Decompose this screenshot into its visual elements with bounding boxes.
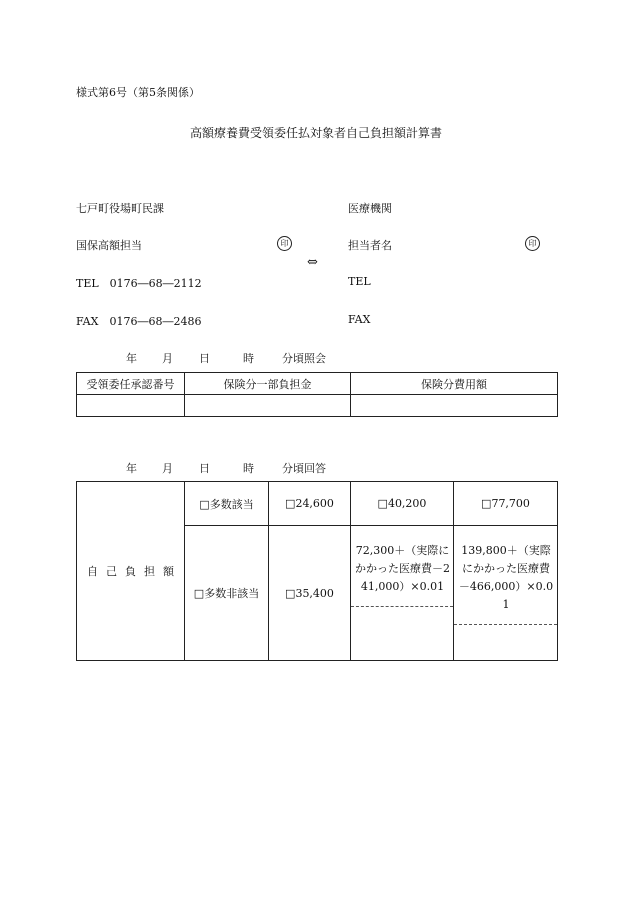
header-approval-number: 受領委任承認番号 (77, 373, 185, 395)
inquiry-year: 年 (126, 352, 137, 365)
answer-table (76, 481, 558, 661)
exchange-arrow-icon: ⇔ (307, 255, 318, 270)
right-person: 担当者名 (348, 239, 392, 252)
formula-text-2: 139,800＋（実際にかかった医療費－466,000）×0.01 (458, 544, 554, 611)
seal-stamp-icon: 印 (277, 236, 292, 251)
cost-cell[interactable] (351, 395, 558, 417)
copayment-cell[interactable] (185, 395, 351, 417)
amount-35400-checkbox[interactable]: □35,400 (269, 526, 351, 661)
amount-24600-checkbox[interactable]: □24,600 (269, 482, 351, 526)
inquiry-suffix: 分頃照会 (282, 352, 326, 365)
dashed-divider (454, 624, 557, 626)
page-title: 高額療養費受領委任払対象者自己負担額計算書 (190, 126, 443, 140)
header-cost: 保険分費用額 (351, 373, 558, 395)
table-row (77, 395, 558, 417)
amount-77700-checkbox[interactable]: □77,700 (454, 482, 558, 526)
left-office: 七戸町役場町民課 (76, 202, 164, 215)
left-person: 国保高額担当 (76, 239, 142, 252)
left-tel: TEL 0176―68―2112 (76, 277, 202, 290)
inquiry-month: 月 (162, 352, 173, 365)
left-fax: FAX 0176―68―2486 (76, 315, 202, 328)
approval-number-cell[interactable] (77, 395, 185, 417)
amount-40200-checkbox[interactable]: □40,200 (351, 482, 454, 526)
right-fax: FAX (348, 313, 371, 326)
answer-year: 年 (126, 462, 137, 475)
answer-day: 日 (199, 462, 210, 475)
multiple-applicable-checkbox[interactable]: □多数該当 (185, 482, 269, 526)
self-pay-label: 自 己 負 担 額 (77, 482, 185, 661)
table-row (77, 373, 558, 395)
right-org: 医療機関 (348, 202, 392, 215)
dashed-divider (351, 606, 453, 608)
inquiry-day: 日 (199, 352, 210, 365)
formula-cell-2[interactable] (454, 526, 558, 661)
formula-cell-1[interactable] (351, 526, 454, 661)
form-number: 様式第6号（第5条関係） (76, 86, 200, 99)
answer-suffix: 分頃回答 (282, 462, 326, 475)
header-copayment: 保険分一部負担金 (185, 373, 351, 395)
answer-month: 月 (162, 462, 173, 475)
inquiry-table (76, 372, 558, 417)
right-tel: TEL (348, 275, 371, 288)
seal-stamp-icon: 印 (525, 236, 540, 251)
table-row (77, 482, 558, 526)
inquiry-hour: 時 (243, 352, 254, 365)
non-multiple-checkbox[interactable]: □多数非該当 (185, 526, 269, 661)
formula-text-1: 72,300＋（実際にかかった医療費－241,000）×0.01 (355, 544, 450, 593)
answer-hour: 時 (243, 462, 254, 475)
